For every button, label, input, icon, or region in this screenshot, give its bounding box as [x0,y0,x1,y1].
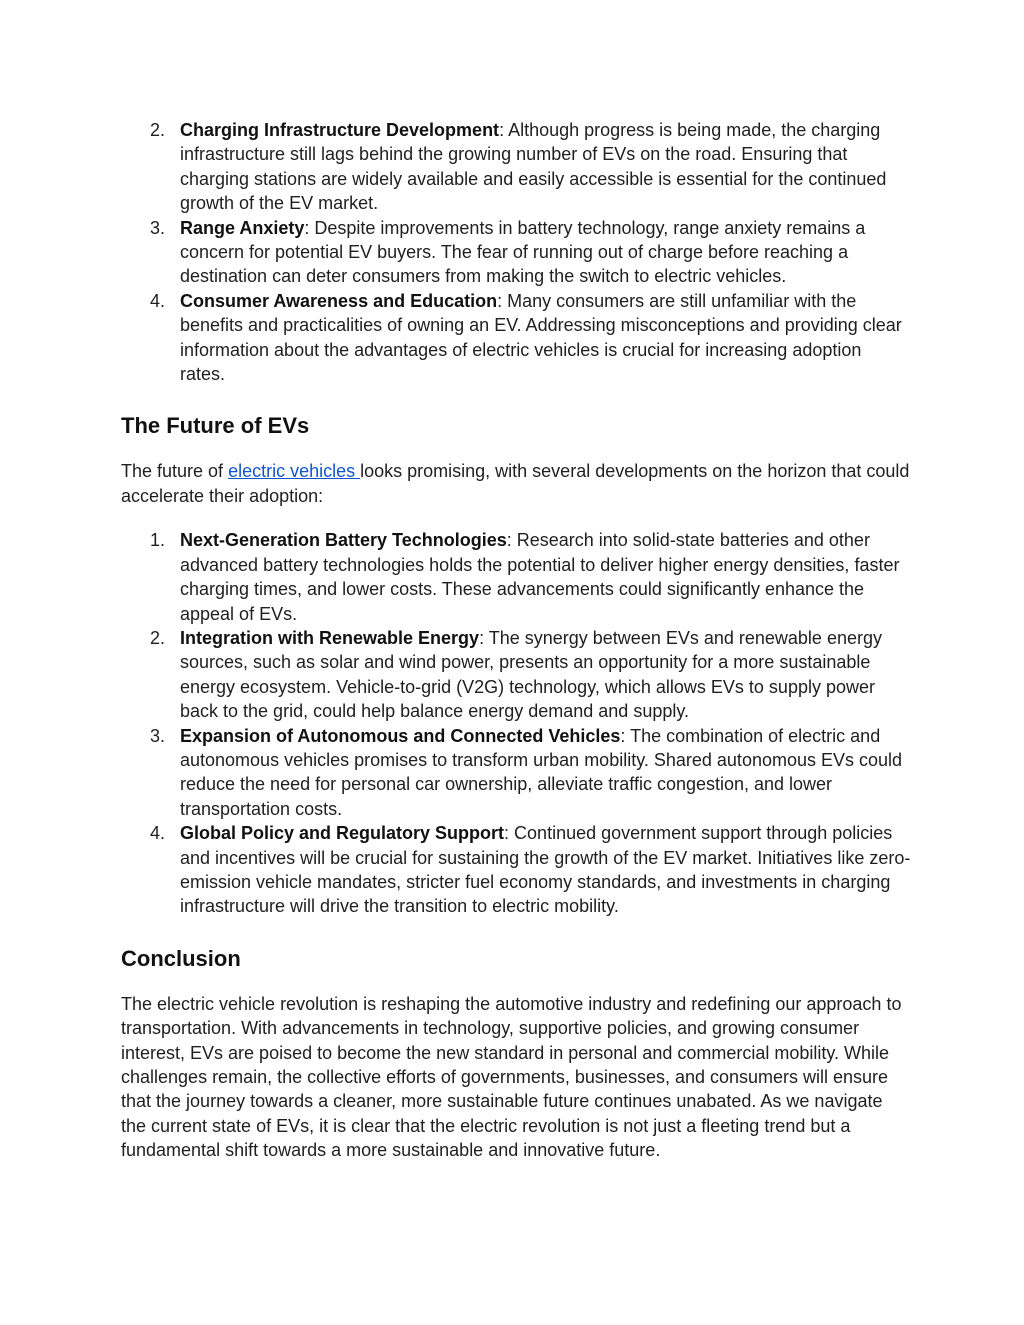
list-item-text: : The synergy between EVs and renewable energy sources, such as solar and wind power, presents an opportunity for a more sustainable energy ecosystem. Vehicle-to-grid (V2G) technology, which allows EVs to supply power back to the grid, could help balance energy demand and supply. [180,627,882,722]
intro-text: looks promising, with several developments on the horizon that could accelerate their adoption: [121,461,910,506]
list-number: 4. [150,290,166,311]
future-intro [121,459,911,508]
intro-text: The future of [121,461,229,482]
list-item-title: Range Anxiety [180,217,305,238]
challenges-list [121,118,911,386]
section-heading-conclusion: Conclusion [121,945,241,971]
list-item-title: Global Policy and Regulatory Support [180,823,505,844]
list-item-title: Expansion of Autonomous and Connected Vehicles [180,725,621,746]
list-number: 3. [150,217,166,238]
list-item [121,626,911,724]
list-item [121,821,911,919]
list-number: 1. [150,530,166,551]
list-item [121,118,911,216]
list-number: 2. [150,120,166,140]
list-item-text: : The combination of electric and autonomous vehicles promises to transform urban mobility. Shared autonomous EVs could reduce the need for personal car ownership, alleviate traffic congestion, and lower transportation costs. [180,725,903,819]
list-item [121,216,911,289]
list-item-text: : Many consumers are still unfamiliar with the benefits and practicalities of owning an EV. Addressing misconceptions and providing clear information about the advantages of electric vehicles is crucial for increasing adoption rates. [180,290,902,385]
list-item-title: Integration with Renewable Energy [180,627,480,648]
electric-vehicles-link[interactable]: electric vehicles [228,461,361,482]
list-item-title: Consumer Awareness and Education [180,290,498,311]
list-item [121,528,911,626]
conclusion-body: The electric vehicle revolution is reshaping the automotive industry and redefining our approach to transportation. With advancements in technology, supportive policies, and growing consumer interest, EVs are poised to become the new standard in personal and commercial mobility. While challenges remain, the collective efforts of governments, businesses, and consumers will ensure that the journey towards a cleaner, more sustainable future continues unabated. As we navigate the current state of EVs, it is clear that the electric revolution is not just a fleeting trend but a fundamental shift towards a more sustainable and innovative future. [121,993,902,1161]
list-item [121,289,911,387]
list-item-text: : Despite improvements in battery technology, range anxiety remains a concern for potential EV buyers. The fear of running out of charge before reaching a destination can deter consumers from making the switch to electric vehicles. [180,217,866,287]
list-number: 4. [150,823,166,844]
list-item-title: Charging Infrastructure Development [180,120,500,140]
document-page [121,118,911,1163]
list-number: 2. [150,627,166,648]
list-number: 3. [150,725,166,746]
section-heading-future: The Future of EVs [121,413,310,439]
list-item-text: : Continued government support through policies and incentives will be crucial for sustaining the growth of the EV market. Initiatives like zero-emission vehicle mandates, stricter fuel economy standards, and investments in charging infrastructure will drive the transition to electric mobility. [180,823,911,917]
list-item-text: : Research into solid-state batteries and other advanced battery technologies holds the potential to deliver higher energy densities, faster charging times, and lower costs. These advancements could significantly enhance the appeal of EVs. [180,530,900,624]
list-item-title: Next-Generation Battery Technologies [180,530,507,551]
list-item-text: : Although progress is being made, the charging infrastructure still lags behind the growing number of EVs on the road. Ensuring that charging stations are widely available and easily accessible is essential for the continued growth of the EV market. [180,120,887,214]
future-list [121,528,911,919]
list-item [121,724,911,822]
